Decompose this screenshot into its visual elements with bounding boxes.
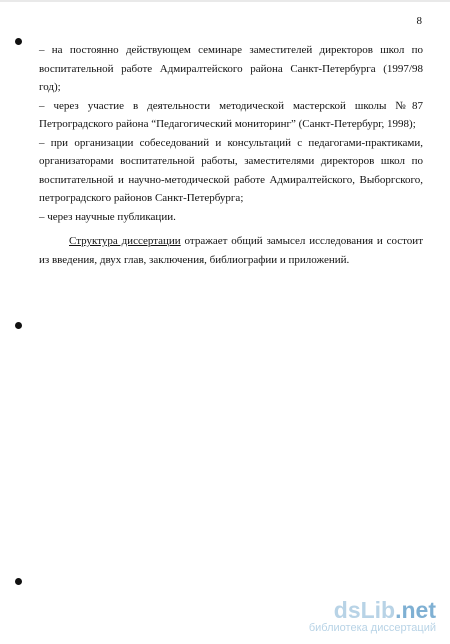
list-item: – при организации собеседований и консультаций с педагогами-практиками, организаторами воспитательной работы, заместителями директоров школ по воспитательной и научно-методической работе Адмиралтейского, Выборгского, петроградского районов Санкт-Петербурга; [39,136,423,204]
watermark-subtitle: библиотека диссертаций [308,622,436,634]
structure-term: Структура диссертации [69,235,181,247]
binder-hole-mark [15,578,22,585]
document-body [39,41,423,269]
watermark-logo-main: dsLib [333,597,396,623]
scan-top-edge [0,0,450,2]
binder-hole-mark [15,322,22,329]
list-item: – через научные публикации. [39,210,176,223]
list-item: – через участие в деятельности методической мастерской школы №87 Петроградского района “Педагогический мониторинг” (Санкт-Петербург, 1998); [39,99,423,130]
structure-paragraph [39,232,423,269]
watermark-logo [309,598,436,622]
binder-hole-mark [15,38,22,45]
structure-text: отражает общий замысел исследования и состоит из введения, двух глав, заключения, библиографии и приложений. [39,235,423,266]
watermark [309,598,436,635]
list-item: – на постоянно действующем семинаре заместителей директоров школ по воспитательной работе Адмиралтейского района Санкт-Петербурга (1997/98 год); [39,44,423,93]
watermark-logo-tld: .net [395,597,436,623]
page-number: 8 [416,15,422,27]
